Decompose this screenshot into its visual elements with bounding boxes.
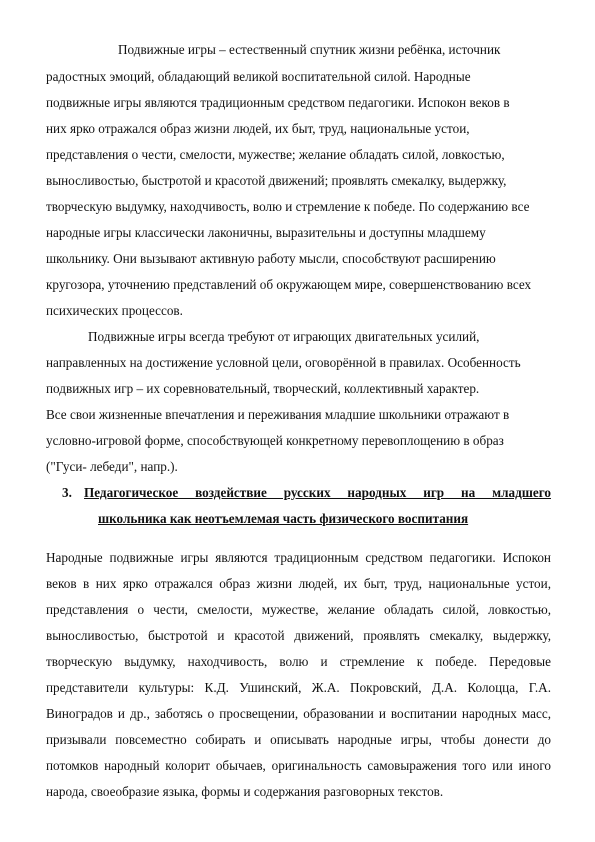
- paragraph-line: народа, своеобразие языка, формы и содержания разговорных текстов.: [46, 784, 444, 799]
- section-heading: Педагогическое воздействие русских народных игр на младшего: [84, 485, 551, 500]
- paragraph-line: подвижные игры являются традиционным средством педагогики. Испокон веков в: [46, 95, 510, 110]
- heading-number: 3.: [62, 485, 72, 500]
- paragraph-line: веков в них ярко отражался образ жизни людей, их быт, труд, национальные устои,: [46, 576, 551, 591]
- paragraph-line: ("Гуси- лебеди", напр.).: [46, 459, 178, 474]
- section-heading: школьника как неотъемлемая часть физического воспитания: [98, 511, 469, 526]
- paragraph-line: представления о чести, смелости, мужестве; желание обладать силой, ловкостью,: [46, 147, 505, 162]
- paragraph-line: выносливостью, быстротой и красотой движений, проявлять смекалку, выдержку,: [46, 628, 551, 643]
- paragraph-line: радостных эмоций, обладающий великой воспитательной силой. Народные: [46, 69, 471, 84]
- paragraph-line: выносливостью, быстротой и красотой движений; проявлять смекалку, выдержку,: [46, 173, 507, 188]
- paragraph-line: Виноградов и др., заботясь о просвещении, образовании и воспитании народных масс,: [46, 706, 551, 721]
- paragraph-line: творческую выдумку, находчивость, волю и стремление к победе. Передовые: [46, 654, 551, 669]
- paragraph-line: творческую выдумку, находчивость, волю и стремление к победе. По содержанию все: [46, 199, 530, 214]
- paragraph-line: представления о чести, смелости, мужестве, желание обладать силой, ловкостью,: [46, 602, 551, 617]
- paragraph-line: потомков народный колорит обычаев, оригинальность самовыражения того или иного: [46, 758, 551, 773]
- paragraph-line: школьнику. Они вызывают активную работу мысли, способствуют расширению: [46, 251, 496, 266]
- paragraph-line: Подвижные игры – естественный спутник жизни ребёнка, источник: [118, 42, 501, 57]
- paragraph-line: народные игры классически лаконичны, выразительны и доступны младшему: [46, 225, 486, 240]
- paragraph-line: призывали повсеместно собирать и описывать народные игры, чтобы донести до: [46, 732, 551, 747]
- paragraph-line: Народные подвижные игры являются традиционным средством педагогики. Испокон: [46, 550, 551, 565]
- paragraph-line: Все свои жизненные впечатления и переживания младшие школьники отражают в: [46, 407, 510, 422]
- paragraph-line: кругозора, уточнению представлений об окружающем мире, совершенствованию всех: [46, 277, 532, 292]
- paragraph-line: условно-игровой форме, способствующей конкретному перевоплощению в образ: [46, 433, 504, 448]
- paragraph-line: Подвижные игры всегда требуют от играющих двигательных усилий,: [88, 329, 480, 344]
- paragraph-line: них ярко отражался образ жизни людей, их быт, труд, национальные устои,: [46, 121, 470, 136]
- paragraph-line: психических процессов.: [46, 303, 183, 318]
- paragraph-line: представители культуры: К.Д. Ушинский, Ж.А. Покровский, Д.А. Колоцца, Г.А.: [46, 680, 551, 695]
- paragraph-line: подвижных игр – их соревновательный, творческий, коллективный характер.: [46, 381, 480, 396]
- paragraph-line: направленных на достижение условной цели, оговорённой в правилах. Особенность: [46, 355, 521, 370]
